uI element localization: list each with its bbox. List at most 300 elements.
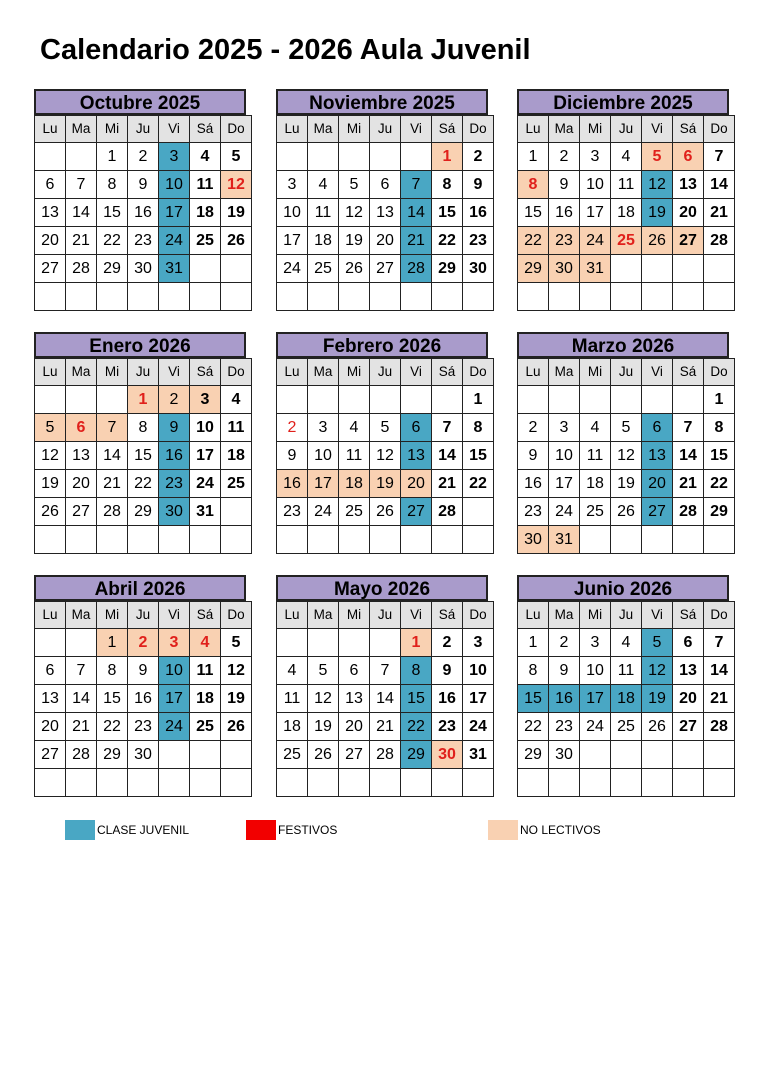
day-cell: 28: [673, 498, 704, 526]
empty-cell: [159, 283, 190, 311]
empty-cell: [339, 386, 370, 414]
empty-cell: [66, 143, 97, 171]
day-cell: 1: [463, 386, 494, 414]
empty-cell: [190, 769, 221, 797]
day-cell: 31: [549, 526, 580, 554]
month-junio-2026: [517, 575, 729, 797]
day-cell: 12: [35, 442, 66, 470]
day-cell: 10: [549, 442, 580, 470]
day-cell: 8: [97, 657, 128, 685]
weekday-header: Lu: [518, 602, 549, 629]
weekday-header: Ma: [308, 602, 339, 629]
month-title: Marzo 2026: [517, 332, 729, 358]
day-cell: 28: [370, 741, 401, 769]
day-cell: 8: [432, 171, 463, 199]
day-cell: 1: [518, 143, 549, 171]
day-cell: 28: [66, 741, 97, 769]
empty-cell: [580, 283, 611, 311]
empty-cell: [518, 283, 549, 311]
weekday-header: Ma: [66, 602, 97, 629]
empty-cell: [642, 386, 673, 414]
empty-cell: [308, 386, 339, 414]
empty-cell: [190, 526, 221, 554]
day-cell: 10: [308, 442, 339, 470]
weekday-header: Ma: [549, 116, 580, 143]
day-cell: 18: [308, 227, 339, 255]
day-cell: 22: [463, 470, 494, 498]
day-cell: 3: [580, 143, 611, 171]
day-cell: 1: [97, 143, 128, 171]
empty-cell: [35, 143, 66, 171]
empty-cell: [159, 769, 190, 797]
empty-cell: [611, 769, 642, 797]
day-cell: 7: [673, 414, 704, 442]
empty-cell: [370, 526, 401, 554]
legend-clase-juvenil: [65, 820, 189, 840]
legend-festivos: [246, 820, 337, 840]
day-cell: 7: [66, 657, 97, 685]
empty-cell: [611, 386, 642, 414]
empty-cell: [308, 143, 339, 171]
day-cell: 29: [704, 498, 735, 526]
day-cell: 25: [339, 498, 370, 526]
empty-cell: [432, 283, 463, 311]
empty-cell: [339, 769, 370, 797]
day-cell: 15: [704, 442, 735, 470]
weekday-header: Do: [463, 359, 494, 386]
day-cell: 3: [190, 386, 221, 414]
day-cell: 4: [277, 657, 308, 685]
day-cell: 5: [642, 629, 673, 657]
day-cell: 22: [97, 227, 128, 255]
day-cell: 24: [277, 255, 308, 283]
day-cell: 4: [580, 414, 611, 442]
day-cell: 10: [159, 171, 190, 199]
day-cell: 14: [673, 442, 704, 470]
day-cell: 27: [339, 741, 370, 769]
day-cell: 20: [642, 470, 673, 498]
day-cell: 23: [159, 470, 190, 498]
day-cell: 19: [611, 470, 642, 498]
empty-cell: [221, 741, 252, 769]
month-title: Octubre 2025: [34, 89, 246, 115]
weekday-header: Vi: [642, 359, 673, 386]
weekday-header: Mi: [97, 359, 128, 386]
day-cell: 20: [35, 713, 66, 741]
day-cell: 11: [611, 171, 642, 199]
empty-cell: [339, 283, 370, 311]
weekday-header: Ju: [128, 359, 159, 386]
weekday-header: Sá: [432, 359, 463, 386]
day-cell: 18: [190, 199, 221, 227]
empty-cell: [401, 526, 432, 554]
day-cell: 4: [611, 629, 642, 657]
day-cell: 29: [432, 255, 463, 283]
weekday-header: Vi: [401, 359, 432, 386]
day-cell: 13: [35, 685, 66, 713]
month-octubre-2025: [34, 89, 246, 311]
weekday-header: Ma: [308, 359, 339, 386]
day-cell: 31: [190, 498, 221, 526]
empty-cell: [128, 526, 159, 554]
day-cell: 4: [339, 414, 370, 442]
day-cell: 27: [35, 255, 66, 283]
empty-cell: [308, 283, 339, 311]
day-cell: 4: [190, 629, 221, 657]
day-cell: 23: [549, 227, 580, 255]
day-cell: 9: [518, 442, 549, 470]
day-cell: 23: [128, 227, 159, 255]
day-cell: 22: [128, 470, 159, 498]
day-cell: 25: [277, 741, 308, 769]
weekday-header: Ju: [128, 116, 159, 143]
empty-cell: [611, 526, 642, 554]
day-cell: 14: [370, 685, 401, 713]
day-cell: 21: [704, 685, 735, 713]
day-cell: 1: [518, 629, 549, 657]
day-cell: 17: [308, 470, 339, 498]
day-cell: 29: [97, 255, 128, 283]
day-cell: 19: [642, 685, 673, 713]
empty-cell: [66, 283, 97, 311]
day-cell: 10: [580, 171, 611, 199]
day-cell: 9: [277, 442, 308, 470]
day-cell: 8: [401, 657, 432, 685]
empty-cell: [370, 629, 401, 657]
day-cell: 18: [580, 470, 611, 498]
day-cell: 7: [704, 143, 735, 171]
day-cell: 11: [611, 657, 642, 685]
day-cell: 27: [370, 255, 401, 283]
legend-swatch-no-lectivos: [488, 820, 518, 840]
month-febrero-2026: [276, 332, 488, 554]
empty-cell: [518, 386, 549, 414]
day-cell: 7: [370, 657, 401, 685]
day-cell: 7: [704, 629, 735, 657]
weekday-header: Do: [221, 602, 252, 629]
day-cell: 5: [35, 414, 66, 442]
empty-cell: [190, 255, 221, 283]
weekday-header: Vi: [642, 602, 673, 629]
day-cell: 20: [673, 199, 704, 227]
weekday-header: Sá: [673, 602, 704, 629]
day-cell: 15: [128, 442, 159, 470]
day-cell: 20: [66, 470, 97, 498]
day-cell: 2: [463, 143, 494, 171]
day-cell: 14: [66, 199, 97, 227]
day-cell: 20: [673, 685, 704, 713]
day-cell: 2: [159, 386, 190, 414]
weekday-header: Mi: [97, 116, 128, 143]
weekday-header: Ju: [611, 602, 642, 629]
day-cell: 3: [549, 414, 580, 442]
empty-cell: [673, 769, 704, 797]
empty-cell: [611, 283, 642, 311]
weekday-header: Do: [221, 359, 252, 386]
weekday-header: Sá: [432, 602, 463, 629]
empty-cell: [66, 629, 97, 657]
empty-cell: [221, 255, 252, 283]
empty-cell: [673, 386, 704, 414]
day-cell: 20: [35, 227, 66, 255]
legend-swatch-festivos: [246, 820, 276, 840]
day-cell: 30: [549, 741, 580, 769]
day-cell: 11: [580, 442, 611, 470]
day-cell: 30: [128, 255, 159, 283]
day-cell: 27: [673, 227, 704, 255]
weekday-header: Sá: [190, 359, 221, 386]
weekday-header: Ma: [66, 359, 97, 386]
month-title: Mayo 2026: [276, 575, 488, 601]
day-cell: 17: [463, 685, 494, 713]
empty-cell: [463, 526, 494, 554]
empty-cell: [704, 741, 735, 769]
day-cell: 8: [97, 171, 128, 199]
day-cell: 23: [128, 713, 159, 741]
weekday-header: Do: [221, 116, 252, 143]
day-cell: 2: [432, 629, 463, 657]
empty-cell: [339, 143, 370, 171]
day-cell: 14: [401, 199, 432, 227]
month-title: Febrero 2026: [276, 332, 488, 358]
day-cell: 18: [339, 470, 370, 498]
weekday-header: Ju: [370, 359, 401, 386]
day-cell: 27: [35, 741, 66, 769]
day-cell: 12: [339, 199, 370, 227]
day-cell: 25: [190, 227, 221, 255]
day-cell: 28: [704, 713, 735, 741]
weekday-header: Vi: [642, 116, 673, 143]
empty-cell: [370, 769, 401, 797]
day-cell: 8: [704, 414, 735, 442]
empty-cell: [221, 283, 252, 311]
empty-cell: [159, 526, 190, 554]
day-cell: 19: [221, 685, 252, 713]
day-cell: 5: [221, 629, 252, 657]
empty-cell: [704, 526, 735, 554]
day-cell: 23: [549, 713, 580, 741]
day-cell: 2: [128, 143, 159, 171]
day-cell: 21: [432, 470, 463, 498]
day-cell: 26: [35, 498, 66, 526]
empty-cell: [35, 283, 66, 311]
day-cell: 7: [66, 171, 97, 199]
day-cell: 6: [673, 143, 704, 171]
day-cell: 17: [159, 199, 190, 227]
day-cell: 15: [97, 199, 128, 227]
month-enero-2026: [34, 332, 246, 554]
weekday-header: Ju: [128, 602, 159, 629]
weekday-header: Do: [463, 116, 494, 143]
day-cell: 25: [580, 498, 611, 526]
month-abril-2026: [34, 575, 246, 797]
empty-cell: [549, 283, 580, 311]
empty-cell: [642, 526, 673, 554]
weekday-header: Ma: [308, 116, 339, 143]
day-cell: 25: [221, 470, 252, 498]
day-cell: 26: [339, 255, 370, 283]
weekday-header: Vi: [401, 116, 432, 143]
day-cell: 21: [66, 713, 97, 741]
day-cell: 13: [339, 685, 370, 713]
day-cell: 10: [159, 657, 190, 685]
empty-cell: [35, 629, 66, 657]
day-cell: 29: [518, 255, 549, 283]
day-cell: 13: [673, 657, 704, 685]
day-cell: 5: [611, 414, 642, 442]
day-cell: 15: [518, 685, 549, 713]
weekday-header: Ju: [611, 116, 642, 143]
empty-cell: [35, 526, 66, 554]
day-cell: 30: [463, 255, 494, 283]
day-cell: 24: [580, 713, 611, 741]
empty-cell: [673, 526, 704, 554]
weekday-header: Lu: [35, 116, 66, 143]
day-cell: 22: [518, 227, 549, 255]
empty-cell: [159, 741, 190, 769]
day-cell: 11: [221, 414, 252, 442]
day-cell: 29: [128, 498, 159, 526]
empty-cell: [401, 143, 432, 171]
day-cell: 29: [518, 741, 549, 769]
day-cell: 24: [549, 498, 580, 526]
weekday-header: Do: [704, 116, 735, 143]
day-cell: 17: [580, 199, 611, 227]
day-cell: 10: [277, 199, 308, 227]
day-cell: 16: [549, 685, 580, 713]
day-cell: 21: [66, 227, 97, 255]
day-cell: 27: [673, 713, 704, 741]
day-cell: 15: [97, 685, 128, 713]
weekday-header: Mi: [580, 359, 611, 386]
day-cell: 6: [370, 171, 401, 199]
day-cell: 3: [277, 171, 308, 199]
empty-cell: [704, 255, 735, 283]
day-cell: 19: [642, 199, 673, 227]
day-cell: 8: [463, 414, 494, 442]
day-cell: 2: [277, 414, 308, 442]
day-cell: 29: [97, 741, 128, 769]
day-cell: 16: [432, 685, 463, 713]
empty-cell: [463, 769, 494, 797]
day-cell: 14: [432, 442, 463, 470]
empty-cell: [308, 769, 339, 797]
empty-cell: [642, 741, 673, 769]
day-cell: 3: [308, 414, 339, 442]
empty-cell: [518, 769, 549, 797]
empty-cell: [35, 386, 66, 414]
day-cell: 12: [642, 171, 673, 199]
empty-cell: [339, 526, 370, 554]
day-cell: 31: [463, 741, 494, 769]
weekday-header: Lu: [518, 359, 549, 386]
empty-cell: [339, 629, 370, 657]
day-cell: 12: [370, 442, 401, 470]
day-cell: 31: [159, 255, 190, 283]
day-cell: 2: [128, 629, 159, 657]
day-cell: 15: [463, 442, 494, 470]
day-cell: 28: [66, 255, 97, 283]
day-cell: 5: [308, 657, 339, 685]
day-cell: 16: [128, 685, 159, 713]
day-cell: 31: [580, 255, 611, 283]
month-title: Junio 2026: [517, 575, 729, 601]
day-cell: 25: [611, 713, 642, 741]
day-cell: 9: [128, 171, 159, 199]
day-cell: 18: [221, 442, 252, 470]
empty-cell: [432, 526, 463, 554]
day-cell: 28: [432, 498, 463, 526]
day-cell: 16: [159, 442, 190, 470]
day-cell: 24: [159, 713, 190, 741]
empty-cell: [704, 769, 735, 797]
weekday-header: Vi: [401, 602, 432, 629]
empty-cell: [580, 769, 611, 797]
legend-label: CLASE JUVENIL: [97, 823, 190, 837]
empty-cell: [580, 741, 611, 769]
empty-cell: [642, 769, 673, 797]
weekday-header: Lu: [277, 116, 308, 143]
day-cell: 30: [432, 741, 463, 769]
day-cell: 25: [611, 227, 642, 255]
weekday-header: Mi: [580, 602, 611, 629]
day-cell: 12: [611, 442, 642, 470]
weekday-header: Mi: [339, 116, 370, 143]
day-cell: 14: [704, 657, 735, 685]
empty-cell: [370, 386, 401, 414]
empty-cell: [97, 283, 128, 311]
weekday-header: Ma: [549, 359, 580, 386]
day-cell: 26: [221, 713, 252, 741]
empty-cell: [401, 386, 432, 414]
day-cell: 1: [128, 386, 159, 414]
day-cell: 3: [580, 629, 611, 657]
empty-cell: [221, 526, 252, 554]
weekday-header: Sá: [673, 359, 704, 386]
weekday-header: Do: [704, 602, 735, 629]
weekday-header: Mi: [580, 116, 611, 143]
weekday-header: Ju: [370, 116, 401, 143]
empty-cell: [277, 769, 308, 797]
empty-cell: [66, 769, 97, 797]
weekday-header: Vi: [159, 116, 190, 143]
day-cell: 20: [401, 470, 432, 498]
empty-cell: [221, 769, 252, 797]
weekday-header: Ju: [611, 359, 642, 386]
day-cell: 30: [518, 526, 549, 554]
day-cell: 13: [642, 442, 673, 470]
day-cell: 14: [97, 442, 128, 470]
day-cell: 7: [432, 414, 463, 442]
day-cell: 22: [518, 713, 549, 741]
day-cell: 26: [642, 227, 673, 255]
empty-cell: [97, 769, 128, 797]
day-cell: 9: [549, 171, 580, 199]
day-cell: 16: [463, 199, 494, 227]
day-cell: 14: [704, 171, 735, 199]
day-cell: 7: [97, 414, 128, 442]
day-cell: 5: [339, 171, 370, 199]
day-cell: 3: [159, 143, 190, 171]
day-cell: 29: [401, 741, 432, 769]
empty-cell: [370, 283, 401, 311]
month-title: Abril 2026: [34, 575, 246, 601]
weekday-header: Lu: [277, 359, 308, 386]
day-cell: 6: [339, 657, 370, 685]
empty-cell: [642, 283, 673, 311]
day-cell: 12: [642, 657, 673, 685]
month-diciembre-2025: [517, 89, 729, 311]
